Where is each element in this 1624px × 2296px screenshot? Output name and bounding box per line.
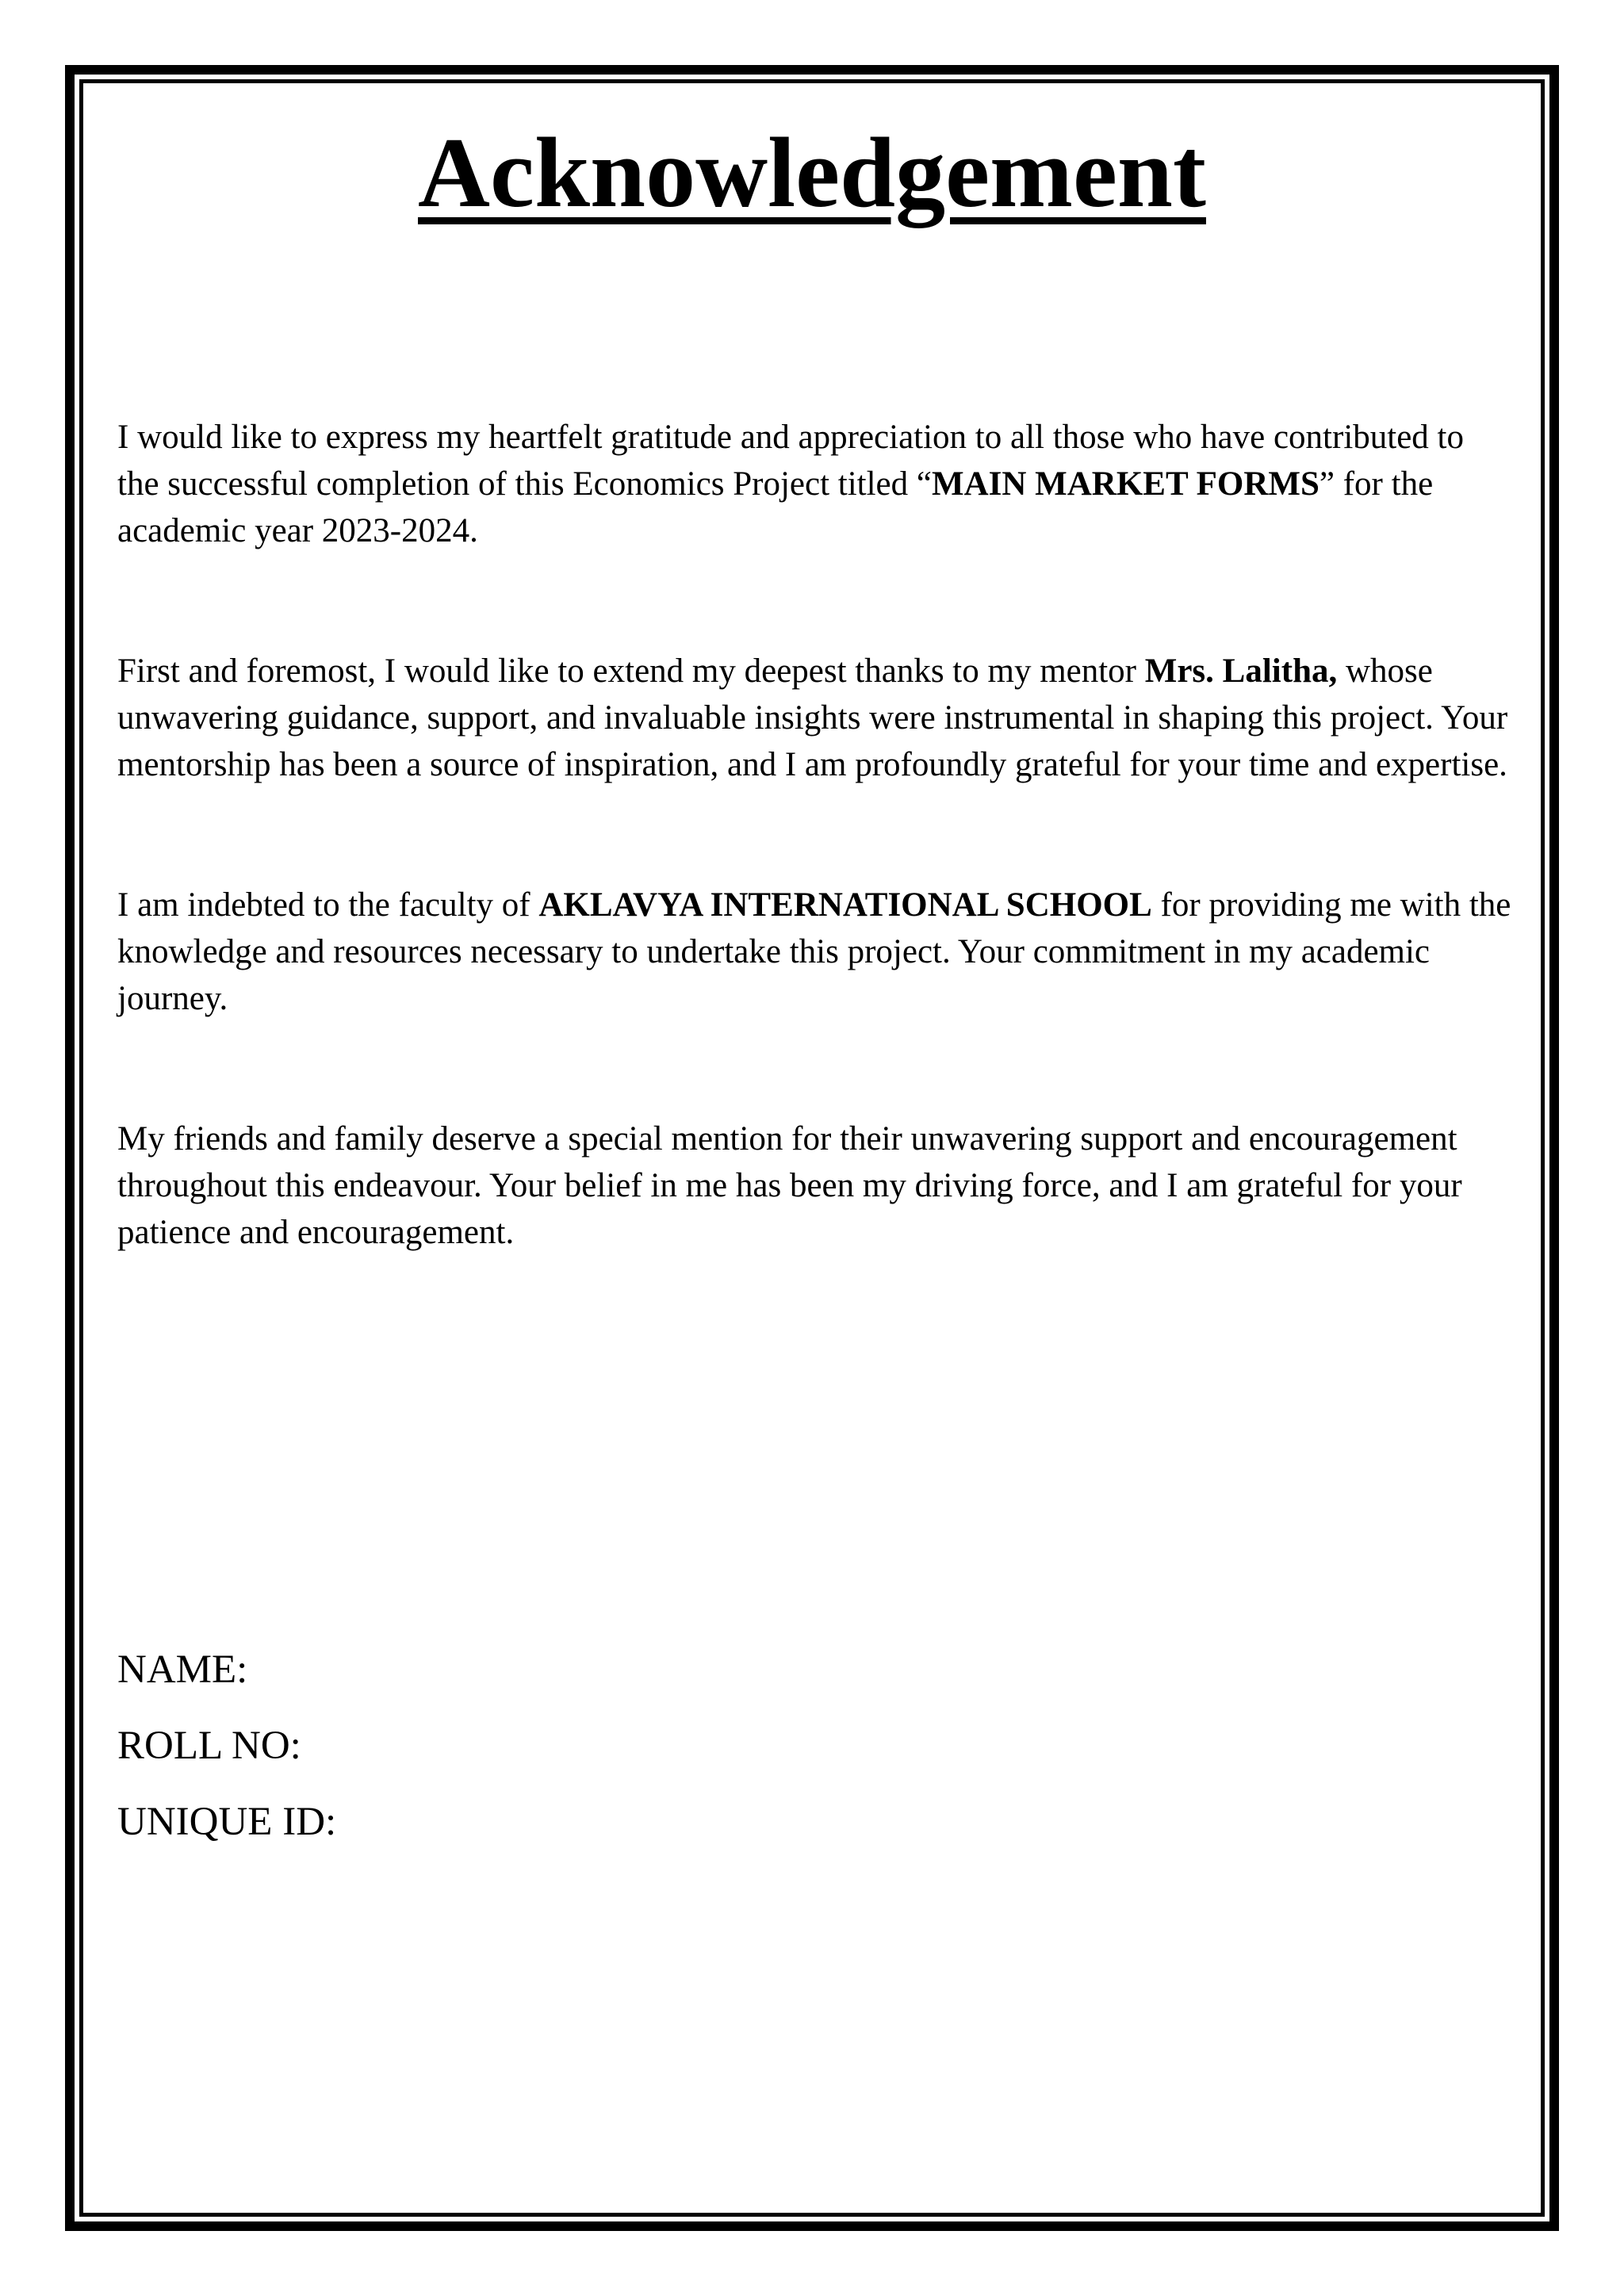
acknowledgement-body <box>117 414 1513 1256</box>
paragraph-text: ” for the academic year 2023-2024. <box>117 465 1434 549</box>
paragraph-gratitude <box>117 414 1513 554</box>
roll-no-label: ROLL NO: <box>117 1724 301 1768</box>
unique-id-label: UNIQUE ID: <box>117 1800 337 1844</box>
paragraph-text: I would like to express my heartfelt gratitude and appreciation to all those who have contributed to the successful completion of this Economics Project titled “ <box>117 419 1464 503</box>
project-title: MAIN MARKET FORMS <box>931 465 1320 503</box>
mentor-name: Mrs. Lalitha, <box>1144 652 1338 690</box>
paragraph-text: for providing me with the knowledge and resources necessary to undertake this project. Your commitment in my academic journey. <box>117 886 1511 1017</box>
paragraph-text: My friends and family deserve a special mention for their unwavering support and encouragement throughout this endeavour. Your belief in me has been my driving force, and I am grateful for your patience and encouragement. <box>117 1120 1462 1251</box>
student-details <box>117 1632 336 1860</box>
paragraph-text: whose unwavering guidance, support, and invaluable insights were instrumental in shaping this project. Your mentorship has been a source of inspiration, and I am profoundly grateful for your time and expertise. <box>117 652 1508 783</box>
school-name: AKLAVYA INTERNATIONAL SCHOOL <box>538 886 1152 924</box>
name-label: NAME: <box>117 1647 248 1692</box>
page-title: Acknowledgement <box>418 118 1206 228</box>
paragraph-text: I am indebted to the faculty of <box>117 886 539 924</box>
paragraph-mentor <box>117 648 1513 788</box>
paragraph-text: First and foremost, I would like to extend my deepest thanks to my mentor <box>117 652 1145 690</box>
paragraph-family <box>117 1115 1513 1256</box>
paragraph-faculty <box>117 882 1513 1022</box>
